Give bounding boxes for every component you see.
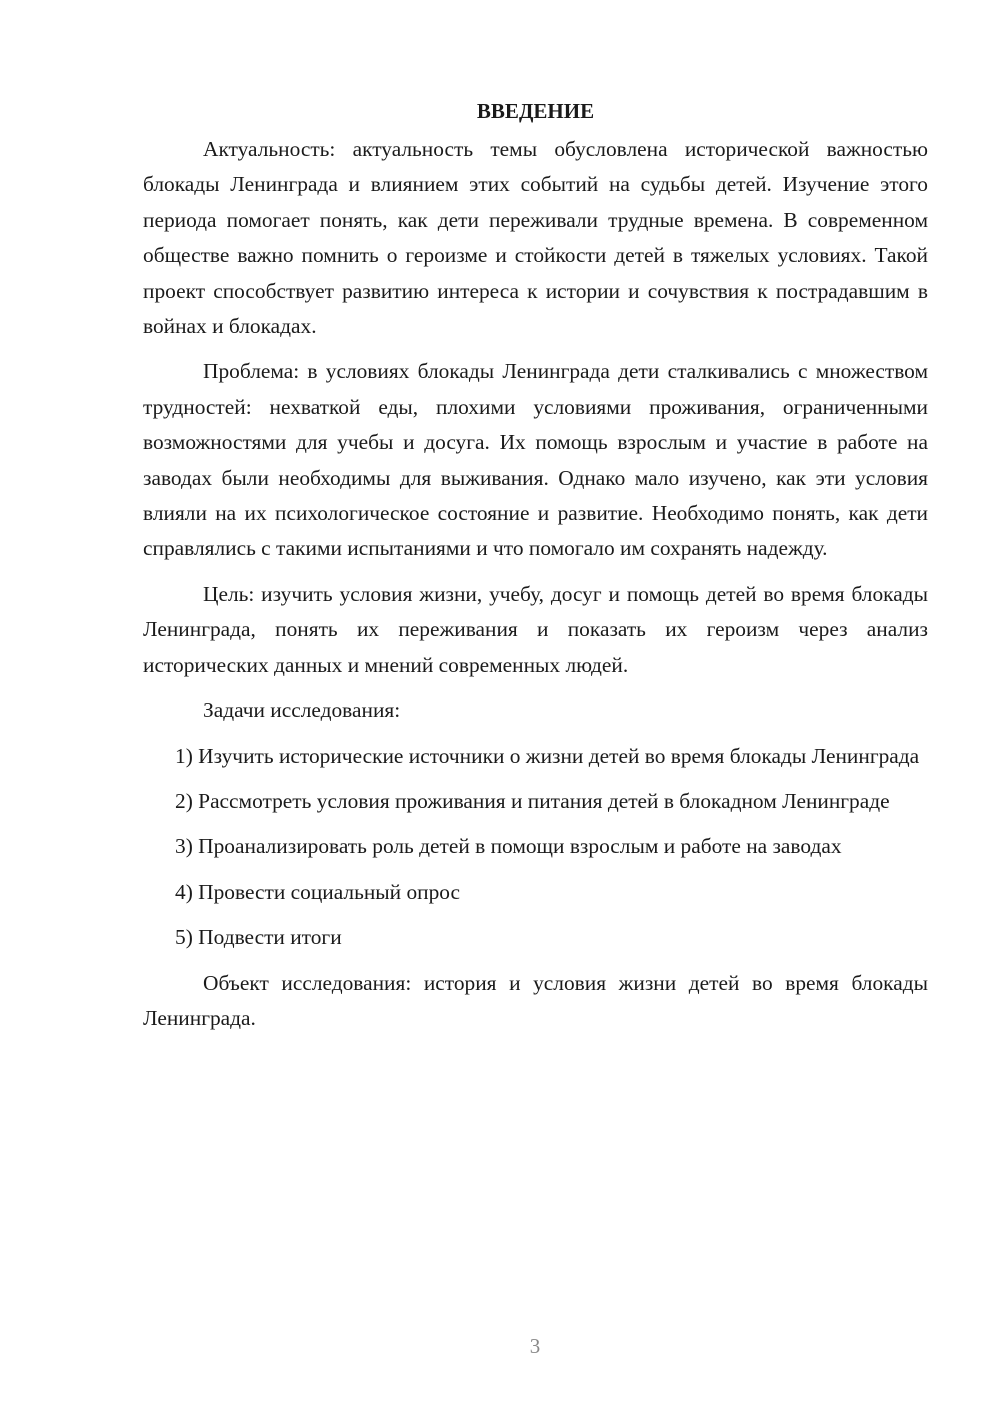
- task-item: 5) Подвести итоги: [175, 925, 342, 950]
- problem-paragraph: Проблема: в условиях блокады Ленинграда дети сталкивались с множеством трудностей: нехваткой еды, плохими условиями проживания, ограниченными возможностями для учебы и досуга. Их помощь взрослым и участие в работе на заводах были необходимы для выживания. Однако мало изучено, как эти условия влияли на их психологическое состояние и развитие. Необходимо понять, как дети справлялись с такими испытаниями и что помогало им сохранять надежду.: [143, 359, 928, 561]
- task-item: 2) Рассмотреть условия проживания и питания детей в блокадном Ленинграде: [175, 788, 890, 813]
- section-title: ВВЕДЕНИЕ: [476, 99, 595, 123]
- document-page: [143, 96, 928, 1046]
- object-paragraph: Объект исследования: история и условия жизни детей во время блокады Ленинграда.: [143, 970, 928, 1030]
- task-item: 1) Изучить исторические источники о жизни детей во время блокады Ленинграда: [175, 743, 920, 768]
- task-item: 3) Проанализировать роль детей в помощи взрослым и работе на заводах: [175, 834, 842, 859]
- page-number: 3: [529, 1334, 541, 1358]
- tasks-heading: Задачи исследования:: [203, 698, 401, 723]
- relevance-paragraph: Актуальность: актуальность темы обусловлена исторической важностью блокады Ленинграда и влиянием этих событий на судьбы детей. Изучение этого периода помогает понять, как дети переживали трудные времена. В современном обществе важно помнить о героизме и стойкости детей в тяжелых условиях. Такой проект способствует развитию интереса к истории и сочувствия к пострадавшим в войнах и блокадах.: [143, 137, 928, 339]
- goal-paragraph: Цель: изучить условия жизни, учебу, досуг и помощь детей во время блокады Ленинграда, понять их переживания и показать их героизм через анализ исторических данных и мнений современных людей.: [143, 581, 928, 677]
- task-item: 4) Провести социальный опрос: [175, 879, 461, 904]
